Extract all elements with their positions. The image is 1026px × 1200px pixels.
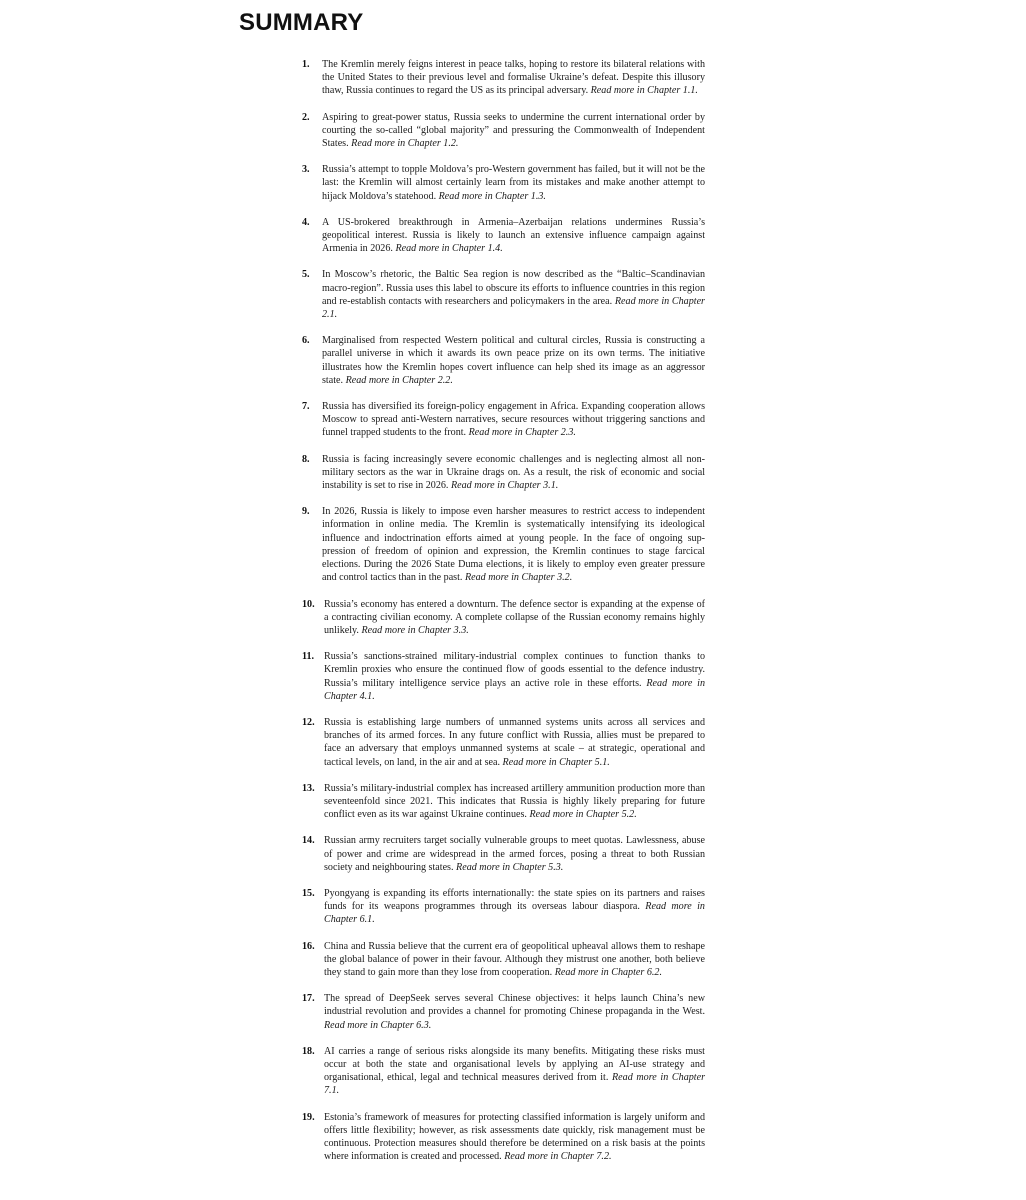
item-body bbox=[322, 505, 705, 584]
item-text: Estonia’s framework of measures for protecting classified information is largely uniform and offers little flexibility; however, as risk assessments date quickly, risk management must be continuous. Protection measures should therefore be determined on a risk basis at the points where information is created and processed. bbox=[324, 1111, 705, 1163]
summary-item-7 bbox=[302, 400, 705, 440]
item-number: 10. bbox=[302, 598, 315, 610]
summary-item-11 bbox=[302, 650, 705, 703]
item-number: 7. bbox=[302, 401, 310, 413]
item-text: Pyongyang is expanding its efforts internationally: the state spies on its partners and raises funds for its weapons programmes through its overseas labour diaspora. bbox=[324, 887, 705, 913]
item-body bbox=[322, 111, 705, 151]
item-body bbox=[322, 453, 705, 493]
read-more-link[interactable]: Read more in Chapter 1.2. bbox=[351, 138, 459, 150]
read-more-link[interactable]: Read more in Chapter 2.2. bbox=[345, 374, 453, 386]
read-more-link[interactable]: Read more in Chapter 4.1. bbox=[324, 677, 706, 702]
item-body bbox=[324, 887, 705, 927]
read-more-link[interactable]: Read more in Chapter 2.1. bbox=[322, 295, 705, 321]
item-text: China and Russia believe that the current era of geopolitical upheaval allows them to reshape the global balance of power in their favour. Although they mistrust one another, both believe they stand to gain more than they lose from cooperation. bbox=[324, 940, 705, 978]
item-number: 4. bbox=[302, 216, 310, 228]
item-body bbox=[324, 940, 705, 980]
item-body bbox=[322, 268, 705, 321]
summary-item-15 bbox=[302, 887, 705, 927]
item-text: Russia has diversified its foreign-policy engagement in Africa. Expanding cooperation allows Moscow to spread anti-Western narratives, secure resources without triggering sanctions and funnel trapped students to the front. bbox=[322, 401, 705, 439]
item-number: 17. bbox=[302, 993, 315, 1005]
summary-item-5 bbox=[302, 268, 705, 321]
read-more-link[interactable]: Read more in Chapter 7.1. bbox=[324, 1072, 705, 1097]
item-number: 1. bbox=[302, 59, 310, 70]
item-text: Russia is establishing large numbers of unmanned systems units across all services and branches of its armed forces. In any future conflict with Russia, allies must be prepared to face an adversary that employs unmanned systems at scale – at strategic, operational and tactical levels, on land, in the air and at sea. bbox=[324, 716, 705, 768]
item-number: 12. bbox=[302, 716, 315, 728]
item-text: A US-brokered breakthrough in Armenia–Azerbaijan relations undermines Russia’s geopolitical interest. Russia is likely to launch an extensive influence campaign against Armenia in 2026. bbox=[322, 216, 705, 255]
item-body bbox=[322, 400, 705, 440]
summary-item-1 bbox=[302, 58, 705, 98]
read-more-link[interactable]: Read more in Chapter 7.2. bbox=[504, 1151, 612, 1163]
item-body bbox=[322, 334, 705, 387]
item-body bbox=[324, 650, 705, 703]
read-more-link[interactable]: Read more in Chapter 1.4. bbox=[395, 243, 503, 255]
item-body bbox=[324, 1111, 705, 1164]
read-more-link[interactable]: Read more in Chapter 3.1. bbox=[450, 480, 559, 492]
item-body bbox=[322, 216, 705, 256]
item-number: 16. bbox=[302, 940, 315, 952]
item-text: Russian army recruiters target socially vulnerable groups to meet quotas. Lawlessness, abuse of power and crime are widespread in the armed forces, posing a threat to both Russian society and neighbouring states. bbox=[324, 835, 705, 873]
item-body bbox=[324, 834, 705, 874]
page-title: SUMMARY bbox=[239, 9, 364, 36]
summary-item-18 bbox=[302, 1045, 705, 1098]
item-text: The Kremlin merely feigns interest in peace talks, hoping to restore its bilateral relations with the United States to their previous level and formalise Ukraine’s defeat. Despite this illusory thaw, Russia continues to regard the US as its principal adversary. bbox=[322, 59, 705, 97]
item-text: Russia’s attempt to topple Moldova’s pro-Western government has failed, but it will not be the last: the Kremlin will almost certainly learn from its mistakes and make another attempt to hijack Moldova’s statehood. bbox=[322, 164, 705, 202]
read-more-link[interactable]: Read more in Chapter 6.1. bbox=[324, 901, 705, 926]
read-more-link[interactable]: Read more in Chapter 6.2. bbox=[554, 966, 662, 978]
item-text: AI carries a range of serious risks alongside its many benefits. Mitigating these risks must occur at both the state and organisational levels by applying an AI-use strategy and organisational, ethical, legal and technical measures derived from it. bbox=[324, 1045, 705, 1084]
item-text: In 2026, Russia is likely to impose even harsher measures to restrict access to independent information in online media. The Kremlin is systematically intensifying its ideological influence and indoctrination efforts aimed at young people. In the face of ongoing sup-pression of freedom of opinion and expression, the Kremlin continues to stage farcical elections. During the 2026 State Duma elections, it is likely to employ even greater pressure and control tactics than in the past. bbox=[322, 506, 705, 584]
read-more-link[interactable]: Read more in Chapter 5.2. bbox=[529, 809, 637, 821]
item-number: 3. bbox=[302, 164, 310, 176]
summary-item-12 bbox=[302, 716, 705, 769]
summary-item-10 bbox=[302, 598, 705, 638]
summary-item-6 bbox=[302, 334, 705, 387]
item-number: 11. bbox=[302, 651, 315, 663]
read-more-link[interactable]: Read more in Chapter 3.3. bbox=[361, 624, 469, 636]
summary-item-19 bbox=[302, 1111, 705, 1164]
read-more-link[interactable]: Read more in Chapter 2.3. bbox=[468, 427, 576, 439]
item-body bbox=[324, 716, 705, 769]
item-text: Russia’s economy has entered a downturn. The defence sector is expanding at the expense of a contracting civilian economy. A complete collapse of the Russian economy remains highly unlikely. bbox=[324, 598, 705, 636]
read-more-link[interactable]: Read more in Chapter 1.3. bbox=[438, 190, 546, 202]
item-number: 18. bbox=[302, 1045, 315, 1057]
item-text: Russia’s sanctions-strained military-industrial complex continues to function thanks to Kremlin proxies who ensure the continued flow of goods essential to the defence industry. Russia’s military intelligence service plays an active role in these efforts. bbox=[324, 651, 705, 689]
read-more-link[interactable]: Read more in Chapter 6.3. bbox=[324, 1019, 432, 1031]
summary-item-2 bbox=[302, 111, 705, 151]
summary-item-9 bbox=[302, 505, 705, 584]
summary-item-17 bbox=[302, 992, 705, 1032]
item-text: Marginalised from respected Western political and cultural circles, Russia is constructing a parallel universe in which it awards its own peace prize on its own terms. The initiative illustrates how the Kremlin hopes covert influence can help shed its image as an aggressor state. bbox=[322, 335, 705, 386]
item-number: 6. bbox=[302, 335, 310, 347]
item-text: In Moscow’s rhetoric, the Baltic Sea region is now described as the “Baltic–Scandinavian macro-region”. Russia uses this label to obscure its efforts to influence countries in this region and re-establish contacts with researchers and policymakers in the area. bbox=[322, 269, 705, 307]
read-more-link[interactable]: Read more in Chapter 3.2. bbox=[464, 572, 573, 584]
item-number: 8. bbox=[302, 453, 310, 465]
summary-item-13 bbox=[302, 782, 705, 822]
item-text: Russia is facing increasingly severe economic challenges and is neglecting almost all non-military sectors as the war in Ukraine drags on. As a result, the risk of economic and social instability is set to rise in 2026. bbox=[322, 453, 705, 492]
item-body bbox=[322, 163, 705, 203]
item-body bbox=[324, 782, 705, 822]
summary-list bbox=[302, 58, 705, 1163]
summary-item-8 bbox=[302, 453, 705, 493]
item-body bbox=[322, 58, 705, 98]
read-more-link[interactable]: Read more in Chapter 1.1. bbox=[590, 85, 698, 97]
item-text: Aspiring to great-power status, Russia seeks to undermine the current international order by courting the so-called “global majority” and pressuring the Commonwealth of Independent States. bbox=[322, 111, 705, 150]
item-number: 19. bbox=[302, 1111, 315, 1123]
item-body bbox=[324, 992, 705, 1032]
item-number: 13. bbox=[302, 782, 315, 794]
item-body bbox=[324, 598, 705, 638]
item-text: Russia’s military-industrial complex has increased artillery ammunition production more than seventeenfold since 2021. This indicates that Russia is highly likely preparing for future conflict even as its war against Ukraine continues. bbox=[324, 782, 705, 821]
summary-item-16 bbox=[302, 940, 705, 980]
item-number: 9. bbox=[302, 506, 310, 518]
summary-item-14 bbox=[302, 834, 705, 874]
read-more-link[interactable]: Read more in Chapter 5.1. bbox=[502, 756, 610, 768]
item-body bbox=[324, 1045, 705, 1098]
item-number: 5. bbox=[302, 269, 310, 281]
item-number: 2. bbox=[302, 111, 310, 123]
read-more-link[interactable]: Read more in Chapter 5.3. bbox=[456, 861, 564, 873]
item-number: 15. bbox=[302, 887, 315, 899]
summary-item-4 bbox=[302, 216, 705, 256]
item-text: The spread of DeepSeek serves several Chinese objectives: it helps launch China’s new industrial revolution and provides a channel for promoting Chinese propaganda in the West. bbox=[324, 993, 705, 1018]
summary-item-3 bbox=[302, 163, 705, 203]
item-number: 14. bbox=[302, 835, 315, 847]
